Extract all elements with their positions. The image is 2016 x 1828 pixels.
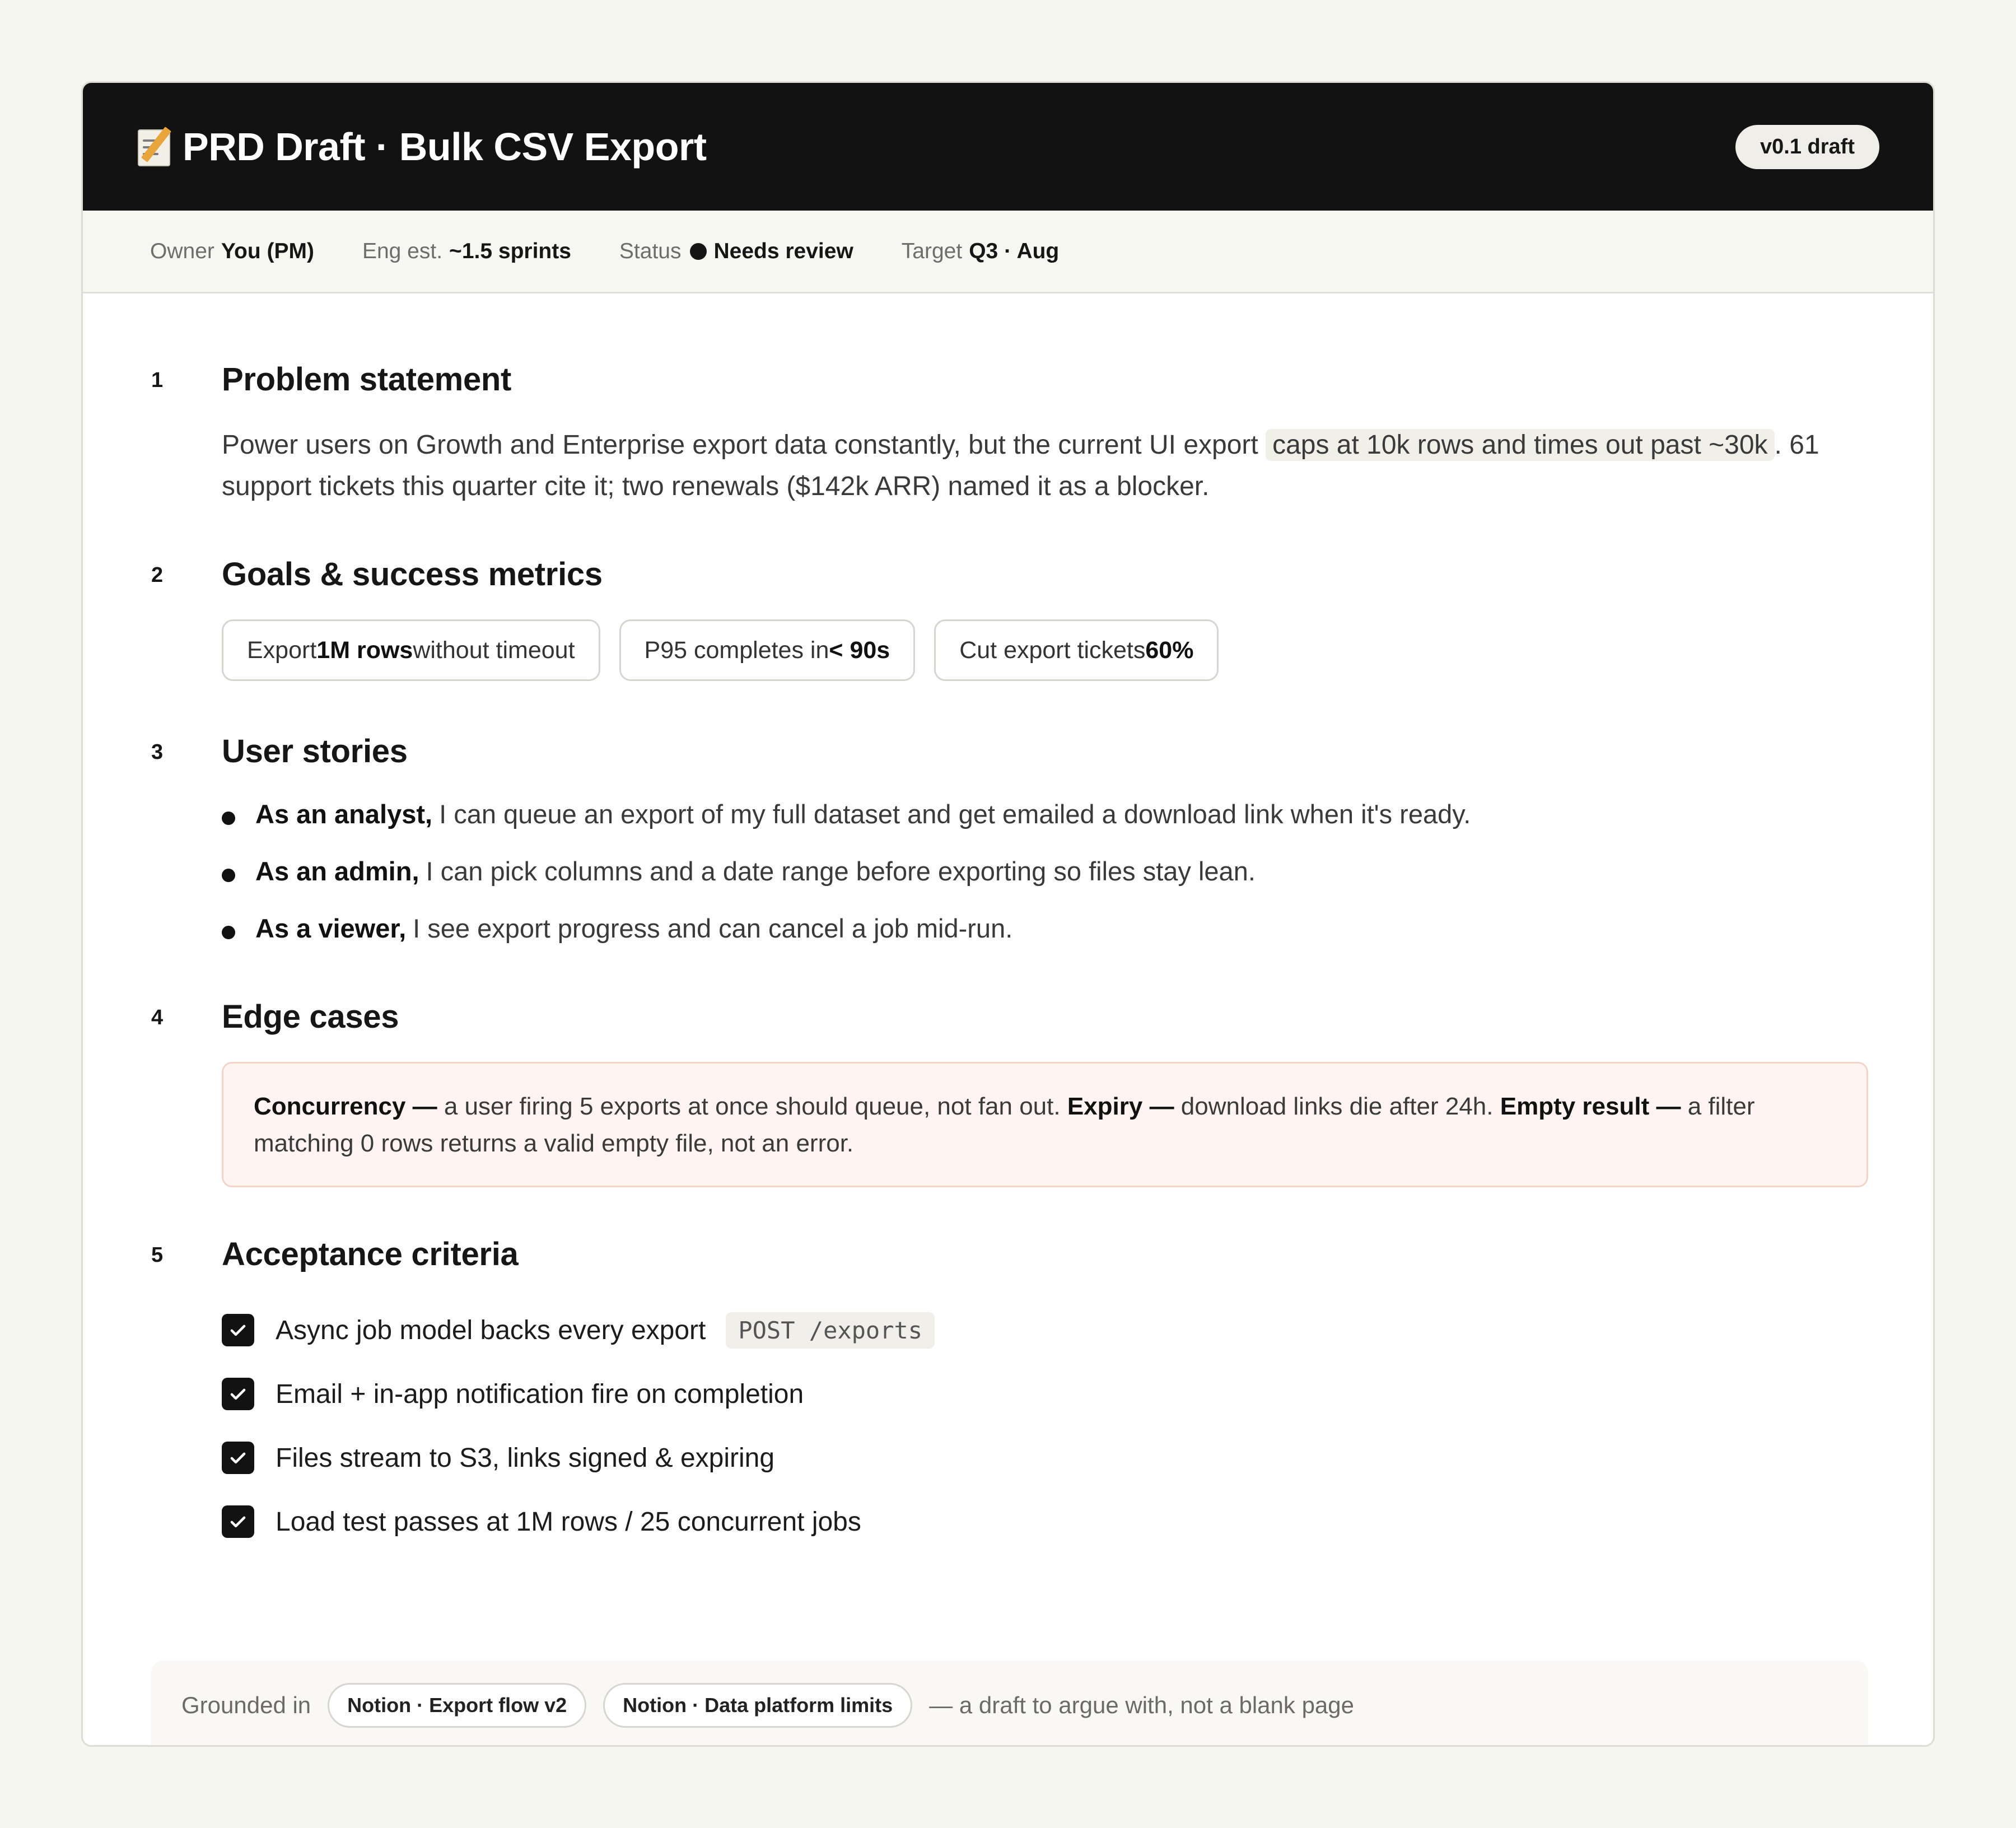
code-snippet: POST /exports [726,1312,935,1349]
story-text: I can queue an export of my full dataset and get emailed a download link when it's ready. [439,799,1471,829]
metric-bold: 60% [1145,636,1194,664]
acceptance-list [222,1298,935,1554]
acceptance-text: Async job model backs every export [276,1315,706,1345]
checkbox-checked[interactable] [222,1442,254,1474]
check-icon [227,1319,249,1341]
edge-empty-text: a filter [1681,1093,1755,1120]
meta-eng-value: ~1.5 sprints [449,239,571,263]
meta-bar [83,211,1933,293]
section-title-edge-cases: Edge cases [222,999,399,1035]
source-chip[interactable]: Notion · Export flow v2 [328,1683,586,1728]
section-number: 2 [151,563,164,587]
checkbox-checked[interactable] [222,1314,254,1346]
footer-note: — a draft to argue with, not a blank page [929,1692,1354,1718]
metric-bold: < 90s [829,636,890,664]
section-title-stories: User stories [222,733,408,770]
edge-expiry-label: Expiry — [1067,1093,1174,1120]
edge-concurrency-text: a user firing 5 exports at once should queue, not fan out. [437,1093,1067,1120]
section-title-goals: Goals & success metrics [222,556,603,593]
section-title-problem: Problem statement [222,361,512,398]
metric-bold: 1M rows [316,636,413,664]
bullet-icon [222,869,235,882]
source-chip[interactable]: Notion · Data platform limits [603,1683,912,1728]
check-icon [227,1511,249,1532]
meta-eng-label: Eng est. [362,239,443,263]
list-item [222,899,1471,957]
acceptance-item [222,1362,935,1426]
story-text: I see export progress and can cancel a job mid-run. [413,913,1013,943]
metric-post: without timeout [413,636,575,664]
metric-pre: Cut export tickets [959,636,1146,664]
acceptance-text: Files stream to S3, links signed & expiring [276,1443,775,1473]
list-item [222,842,1471,899]
edge-cases-callout [222,1062,1868,1187]
checkbox-checked[interactable] [222,1378,254,1410]
check-icon [227,1447,249,1468]
metric-pill [934,619,1219,681]
metric-pre: Export [247,636,317,664]
problem-line-2: support tickets this quarter cite it; two renewals ($142k ARR) named it as a blocker. [222,472,1210,501]
check-icon [227,1383,249,1405]
edge-line-2: matching 0 rows returns a valid empty file, not an error. [254,1130,854,1157]
version-badge[interactable]: v0.1 draft [1735,125,1879,169]
footer-label: Grounded in [181,1692,311,1718]
edge-expiry-text: download links die after 24h. [1174,1093,1500,1120]
stories-list [222,785,1471,957]
problem-text-before: Power users on Growth and Enterprise export data constantly, but the current UI export [222,430,1258,460]
meta-status [619,239,853,264]
acceptance-text: Load test passes at 1M rows / 25 concurrent jobs [276,1507,861,1537]
metric-pill [619,619,916,681]
edge-line-1 [254,1088,1836,1125]
problem-line-1 [222,425,1879,466]
section-title-acceptance: Acceptance criteria [222,1236,519,1272]
problem-statement [222,425,1879,507]
meta-status-label: Status [619,239,682,263]
meta-eng [362,239,571,264]
acceptance-item [222,1490,935,1554]
checkbox-checked[interactable] [222,1505,254,1538]
section-number: 3 [151,740,164,764]
metrics-row [222,619,1238,681]
meta-target-value: Q3 · Aug [969,239,1060,263]
story-role: As a viewer, [255,913,407,943]
meta-target [902,239,1059,264]
title-wrap [138,124,707,169]
meta-owner [150,239,314,264]
section-number: 4 [151,1006,164,1029]
problem-text-after: . 61 [1774,430,1819,460]
section-number: 5 [151,1243,164,1267]
edge-empty-label: Empty result — [1500,1093,1681,1120]
story-text: I can pick columns and a date range before exporting so files stay lean. [426,856,1256,886]
story-role: As an analyst, [255,799,433,829]
list-item [222,785,1471,842]
edge-concurrency-label: Concurrency — [254,1093,437,1120]
meta-owner-value: You (PM) [221,239,314,263]
problem-highlight: caps at 10k rows and times out past ~30k [1266,429,1774,461]
meta-status-value: Needs review [713,239,853,263]
prd-card [81,81,1935,1747]
bullet-icon [222,926,235,939]
meta-owner-label: Owner [150,239,214,263]
bullet-icon [222,812,235,825]
section-number: 1 [151,369,164,392]
status-dot-icon [690,243,707,260]
metric-pre: P95 completes in [644,636,829,664]
metric-pill [222,619,600,681]
acceptance-item [222,1298,935,1362]
memo-icon [138,127,172,166]
grounding-footer [151,1661,1868,1747]
page-title: PRD Draft · Bulk CSV Export [183,125,707,169]
header-bar [83,83,1933,211]
acceptance-item [222,1426,935,1490]
story-role: As an admin, [255,856,419,886]
acceptance-text: Email + in-app notification fire on completion [276,1379,804,1409]
meta-target-label: Target [901,239,963,263]
